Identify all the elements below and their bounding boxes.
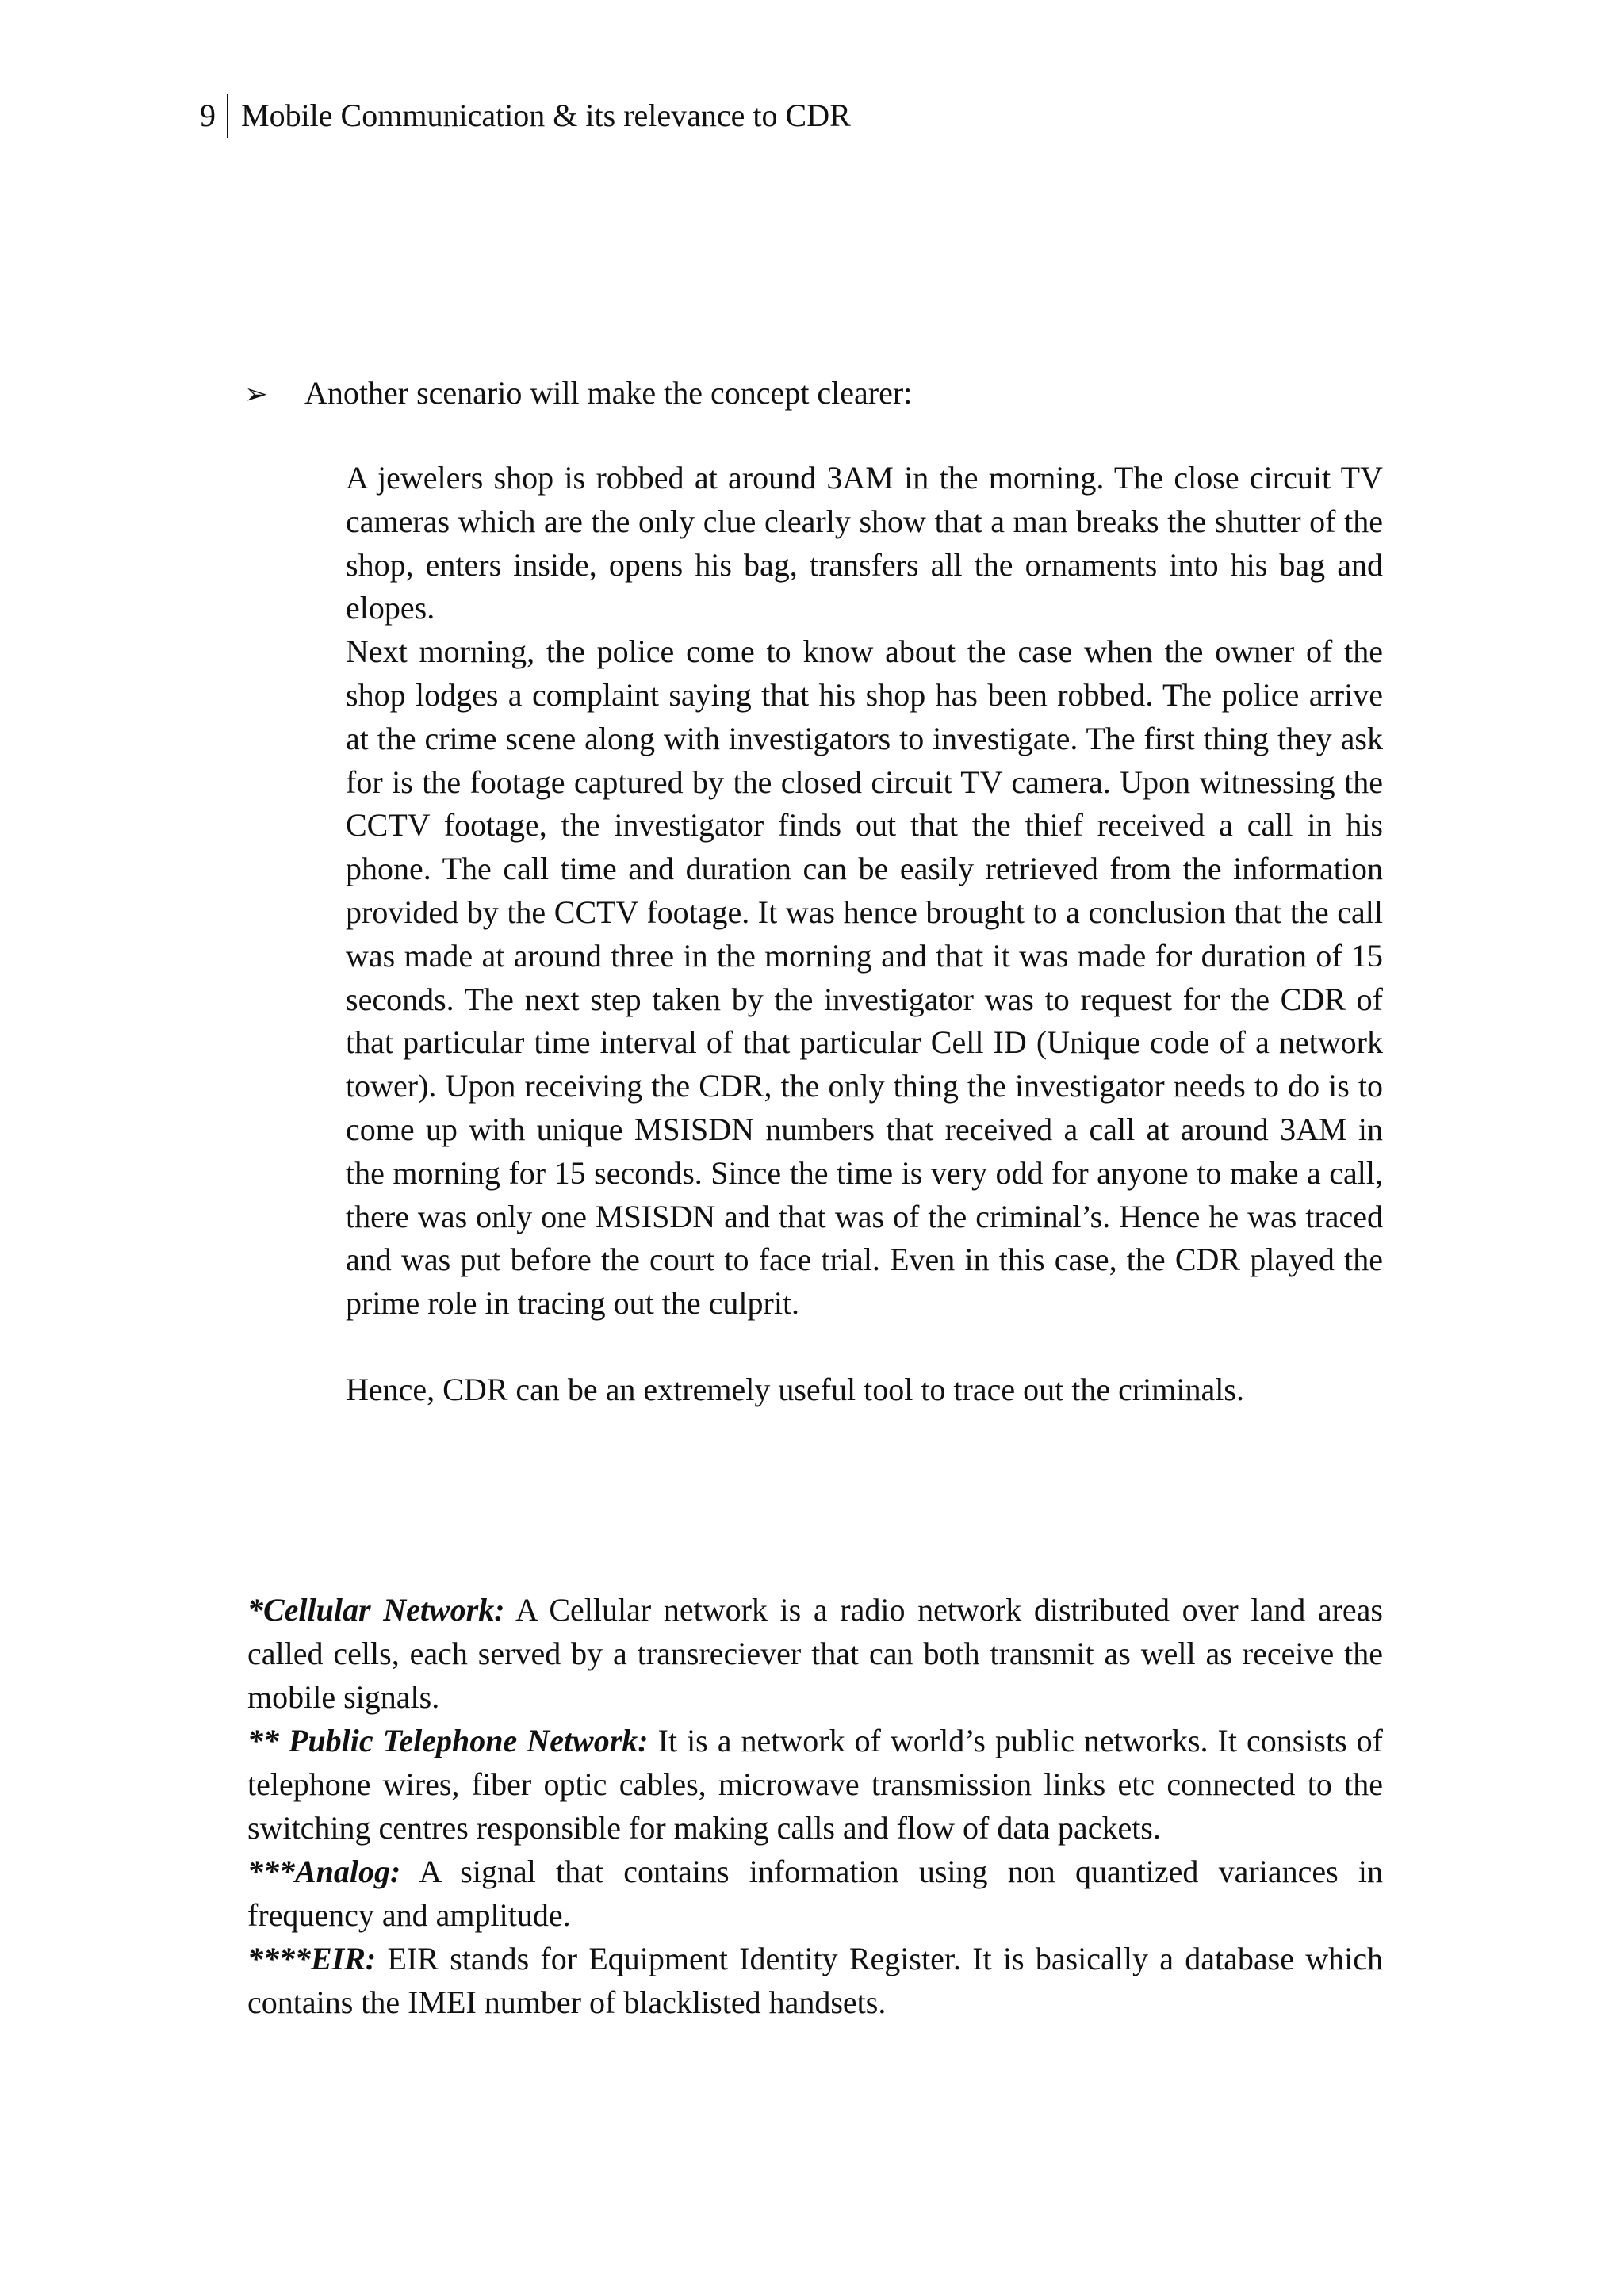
bullet-item: [244, 371, 912, 416]
footnote-cellular-network: [247, 1588, 1383, 1719]
scenario-block: [346, 457, 1383, 1412]
footnotes-section: [247, 1588, 1383, 2024]
page-number: 9: [200, 94, 228, 138]
footnote-definition: A Cellular network is a radio network distributed over land areas called cells, each served by a transreciever that can both transmit as well as receive the mobile signals.: [247, 1592, 1383, 1715]
footnote-eir: [247, 1937, 1383, 2024]
footnote-definition: EIR stands for Equipment Identity Register. It is basically a database which contains the IMEI number of blacklisted handsets.: [247, 1941, 1383, 2020]
footnote-definition: A signal that contains information using non quantized variances in frequency and amplitude.: [247, 1854, 1383, 1933]
running-title: Mobile Communication & its relevance to CDR: [241, 98, 851, 133]
arrow-bullet-icon: ➢: [244, 378, 269, 410]
footnote-definition: It is a network of world’s public networks. It consists of telephone wires, fiber optic cables, microwave transmission links etc connected to the switching centres responsible for making calls and flow of data packets.: [247, 1723, 1383, 1846]
footnote-term: ** Public Telephone Network:: [247, 1723, 649, 1758]
scenario-paragraph-1: A jewelers shop is robbed at around 3AM in the morning. The close circuit TV cameras which are the only clue clearly show that a man breaks the shutter of the shop, enters inside, opens his bag, transfers all the ornaments into his bag and elopes.: [346, 460, 1383, 626]
bullet-text: Another scenario will make the concept clearer:: [304, 375, 913, 411]
footnote-public-telephone-network: [247, 1719, 1383, 1850]
footnote-term: ****EIR:: [247, 1941, 377, 1976]
footnote-term: ***Analog:: [247, 1854, 401, 1889]
footnote-analog: [247, 1850, 1383, 1937]
scenario-conclusion: Hence, CDR can be an extremely useful tool to trace out the criminals.: [346, 1371, 1244, 1407]
footnote-term: *Cellular Network:: [247, 1592, 505, 1628]
scenario-paragraph-2: Next morning, the police come to know about the case when the owner of the shop lodges a complaint saying that his shop has been robbed. The police arrive at the crime scene along with investigators to investigate. The first thing they ask for is the footage captured by the closed circuit TV camera. Upon witnessing the CCTV footage, the investigator finds out that the thief received a call in his phone. The call time and duration can be easily retrieved from the information provided by the CCTV footage. It was hence brought to a conclusion that the call was made at around three in the morning and that it was made for duration of 15 seconds. The next step taken by the investigator was to request for the CDR of that particular time interval of that particular Cell ID (Unique code of a network tower). Upon receiving the CDR, the only thing the investigator needs to do is to come up with unique MSISDN numbers that received a call at around 3AM in the morning for 15 seconds. Since the time is very odd for anyone to make a call, there was only one MSISDN and that was of the criminal’s. Hence he was traced and was put before the court to face trial. Even in this case, the CDR played the prime role in tracing out the culprit.: [346, 633, 1383, 1322]
page-header: [200, 94, 851, 138]
